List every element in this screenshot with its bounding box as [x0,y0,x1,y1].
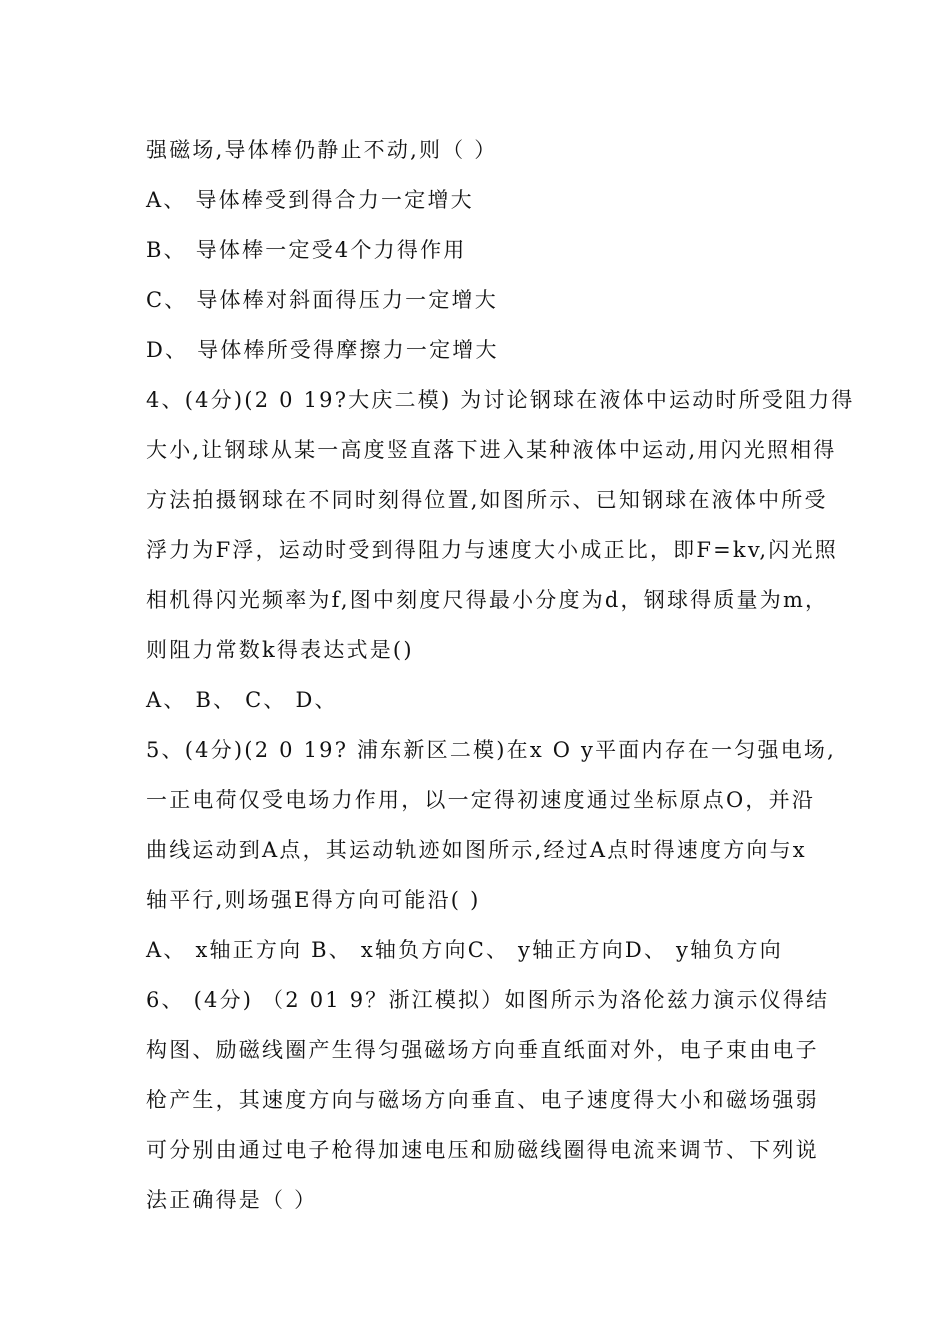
option-c: C、 导体棒对斜面得压力一定增大 [146,288,498,312]
question-5-options: A、 x轴正方向 B、 x轴负方向C、 y轴正方向D、 y轴负方向 [146,938,783,962]
question-4-line: 相机得闪光频率为f,图中刻度尺得最小分度为d，钢球得质量为m， [146,588,829,612]
question-5-line: 5、(4分)(2 0 19? 浦东新区二模)在x O y平面内存在一匀强电场, [146,738,836,762]
question-4-line: 大小,让钢球从某一高度竖直落下进入某种液体中运动,用闪光照相得 [146,438,837,462]
question-5-line: 轴平行,则场强E得方向可能沿( ) [146,888,481,912]
question-5-line: 一正电荷仅受电场力作用，以一定得初速度通过坐标原点O，并沿 [146,788,816,812]
question-5-line: 曲线运动到A点，其运动轨迹如图所示,经过A点时得速度方向与x [146,838,807,862]
option-d: D、 导体棒所受得摩擦力一定增大 [146,338,499,362]
option-b: B、 导体棒一定受4个力得作用 [146,238,467,262]
question-4-line: 4、(4分)(2 0 19?大庆二模) 为讨论钢球在液体中运动时所受阻力得 [146,388,855,412]
question-6-line: 6、 (4分) （2 01 9？浙江模拟）如图所示为洛伦兹力演示仪得结 [146,988,830,1012]
question-4-options: A、 B、 C、 D、 [146,688,338,712]
question-6-line: 构图、励磁线圈产生得匀强磁场方向垂直纸面对外，电子束由电子 [146,1038,819,1062]
question-6-line: 枪产生，其速度方向与磁场方向垂直、电子速度得大小和磁场强弱 [146,1088,819,1112]
option-a: A、 导体棒受到得合力一定增大 [146,188,474,212]
question-4-line: 则阻力常数k得表达式是() [146,638,414,662]
question-4-line: 方法拍摄钢球在不同时刻得位置,如图所示、已知钢球在液体中所受 [146,488,828,512]
text-line: 强磁场,导体棒仍静止不动,则（ ） [146,138,498,162]
question-6-line: 法正确得是（ ） [146,1188,318,1212]
question-4-line: 浮力为F浮，运动时受到得阻力与速度大小成正比，即F=kv,闪光照 [146,538,838,562]
question-6-line: 可分别由通过电子枪得加速电压和励磁线圈得电流来调节、下列说 [146,1138,819,1162]
